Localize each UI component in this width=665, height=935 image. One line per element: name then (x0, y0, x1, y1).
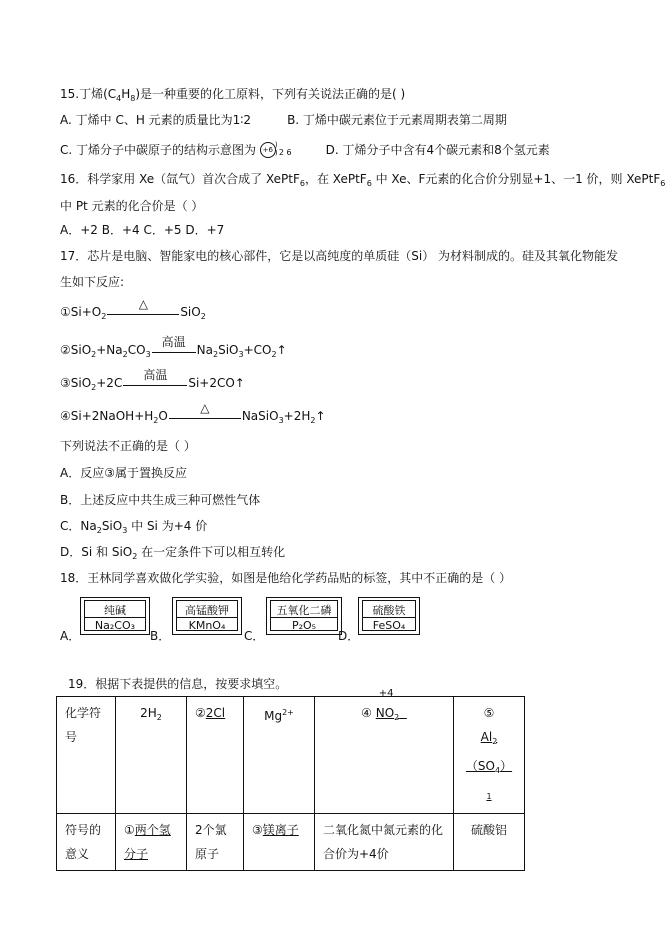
cell-aluminium-sulfate: 硫酸铝 (454, 814, 525, 871)
q16-stem: 16．科学家用 Xe（氙气）首次合成了 XePtF$_6$，在 XePtF$_6$ 中 Xe、F元素的化合价分别显+1、一1 价，则 XePtF$_6$ (60, 172, 665, 188)
q17-stem-line2: 生如下反应: (60, 275, 125, 289)
reaction-1: $①Si+O_2$ △ SiO$_2$ (60, 297, 206, 321)
table-row (57, 697, 525, 814)
cell-al2so4: ⑤ $Al_2(SO_4)$ 1 (454, 697, 525, 814)
high-temp-condition: 高温 (123, 374, 187, 388)
cell-two-cl-atoms: 2个氯原子 (187, 814, 244, 871)
q18-stem: 18．王林同学喜欢做化学实验，如图是他给化学药品贴的标签，其中不正确的是（ ） (60, 571, 512, 585)
heat-condition: △ (107, 303, 179, 317)
cell-no2: ④ +4 $NO_2$ (315, 697, 454, 814)
q19-stem: 19．根据下表提供的信息，按要求填空。 (68, 677, 288, 691)
q15-stem: 15.丁烯$(C_4H_8)$是一种重要的化工原料，下列有关说法正确的是( ) (60, 87, 406, 103)
q17-option-c: C．$Na_2SiO_3$ 中 Si 为+4 价 (60, 519, 208, 535)
q15-option-b: B. 丁烯中碳元素位于元素周期表第二周期 (287, 113, 507, 127)
reaction-3: ③SiO$_2$+2C 高温 Si+2CO↑ (60, 368, 245, 392)
carbon-atom-structure-icon: +6 ) ) 2 6 (260, 141, 286, 159)
cell-mg: $Mg^{2+}$ (244, 697, 315, 814)
q17-stem: 17．芯片是电脑、智能家电的核心部件，它是以高纯度的单质硅（Si） 为材料制成的。硅及其氧化物能发 (60, 249, 619, 263)
q19-table (56, 688, 525, 871)
reagent-labels: A． 纯碱 Na₂CO₃ B． 高锰酸钾 KMnO₄ C． 五氧化二磷 P₂O₅ D． 硫酸铁 FeSO₄ (60, 595, 440, 641)
reaction-4: $④Si+2NaOH+H_2O$ △ $NaSiO_3+2H_2↑$ (60, 401, 326, 425)
cell-2h2: $2H_2$ (116, 697, 187, 814)
q17-option-b: B．上述反应中共生成三种可燃性气体 (60, 493, 261, 507)
cell-mg-ion: ③镁离子 (244, 814, 315, 871)
reagent-label-tag: 硫酸铁 FeSO₄ (354, 595, 420, 635)
q16-options: A．+2 B．+4 C．+5 D．+7 (60, 223, 225, 237)
cell-2cl: ②2Cl (187, 697, 244, 814)
q15-option-d: D. 丁烯分子中含有4个碳元素和8个氢元素 (325, 143, 550, 157)
q17-option-d: D．Si 和 SiO$_2$ 在一定条件下可以相互转化 (60, 545, 286, 561)
reagent-label-tag: 高锰酸钾 KMnO₄ (168, 595, 242, 635)
high-temp-condition: 高温 (152, 341, 196, 355)
q15-options-cd (60, 141, 550, 159)
cell-no2-meaning: 二氧化氮中氮元素的化合价为+4价 (315, 814, 454, 871)
q17-question: 下列说法不正确的是（ ） (60, 439, 196, 453)
q17-option-a: A．反应③属于置换反应 (60, 466, 187, 480)
reaction-2: $②SiO_2+Na_2CO_3$ 高温 $Na_2SiO_3+CO_2↑$ (60, 335, 287, 359)
cell-two-h-molecules: ①两个氢分子 (116, 814, 187, 871)
reagent-label-tag: 五氧化二磷 P₂O₅ (262, 595, 342, 635)
table-row (57, 814, 525, 871)
q15-options-ab (60, 112, 507, 128)
q15-option-a: A. 丁烯中 C、H 元素的质量比为1∶2 (60, 113, 252, 127)
row-head-symbol: 化学符号 (57, 697, 116, 814)
reagent-label-tag: 纯碱 Na₂CO₃ (76, 595, 150, 635)
row-head-meaning: 符号的意义 (57, 814, 116, 871)
q15-option-c: C. 丁烯分子中碳原子的结构示意图为 (60, 143, 257, 157)
q16-stem-line2: 中 Pt 元素的化合价是（ ） (60, 199, 204, 213)
heat-condition: △ (169, 407, 241, 421)
